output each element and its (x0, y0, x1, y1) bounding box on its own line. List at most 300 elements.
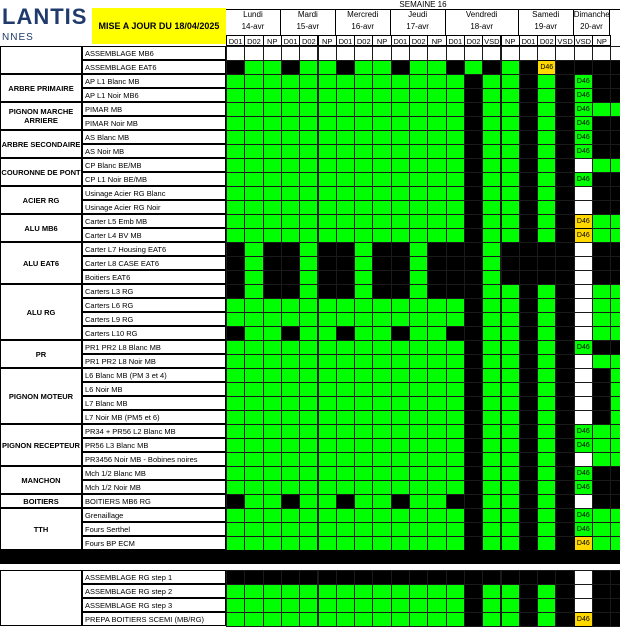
row-label: PR1 PR2 L8 Blanc MB (82, 340, 226, 354)
schedule-cell (263, 284, 282, 299)
schedule-cell (427, 424, 446, 439)
schedule-cell (281, 74, 300, 89)
schedule-cell (354, 522, 373, 537)
schedule-cell (372, 186, 391, 201)
schedule-cell (482, 102, 501, 117)
schedule-cell (446, 200, 465, 215)
schedule-cell (427, 116, 446, 131)
row-label: L7 Blanc MB (82, 396, 226, 410)
schedule-cell (501, 570, 520, 585)
schedule-cell (336, 144, 355, 159)
row-label: L7 Noir MB (PM5 et 6) (82, 410, 226, 424)
schedule-cell (555, 158, 574, 173)
schedule-cell (482, 424, 501, 439)
schedule-cell (354, 612, 373, 627)
schedule-cell (299, 242, 318, 257)
schedule-cell (354, 424, 373, 439)
shift-header: NP (372, 35, 391, 46)
schedule-cell (391, 200, 410, 215)
schedule-cell (281, 508, 300, 523)
schedule-cell (299, 88, 318, 103)
schedule-cell (336, 570, 355, 585)
schedule-cell (299, 186, 318, 201)
schedule-cell (281, 312, 300, 327)
schedule-cell (318, 74, 337, 89)
schedule-cell (372, 452, 391, 467)
schedule-cell (318, 130, 337, 145)
schedule-cell (226, 116, 245, 131)
schedule-cell (299, 522, 318, 537)
schedule-cell (592, 584, 611, 599)
schedule-cell (464, 312, 483, 327)
schedule-cell (574, 354, 593, 369)
schedule-cell (244, 570, 263, 585)
schedule-cell (464, 410, 483, 425)
schedule-cell (354, 60, 373, 75)
row-label: Mch 1/2 Noir MB (82, 480, 226, 494)
schedule-cell (299, 536, 318, 551)
schedule-cell (372, 494, 391, 509)
schedule-cell (372, 570, 391, 585)
schedule-cell (427, 186, 446, 201)
schedule-cell (391, 424, 410, 439)
schedule-cell (501, 116, 520, 131)
schedule-cell (226, 228, 245, 243)
day-date: 19-avr (534, 22, 558, 31)
schedule-cell (610, 312, 620, 327)
shift-header: D02 (537, 35, 556, 46)
schedule-cell (610, 452, 620, 467)
shift-header: NP (318, 35, 337, 46)
schedule-cell (464, 130, 483, 145)
schedule-cell (574, 452, 593, 467)
schedule-cell (281, 144, 300, 159)
day-header (519, 9, 574, 35)
schedule-cell (592, 438, 611, 453)
schedule-cell (226, 60, 245, 75)
schedule-cell (354, 340, 373, 355)
schedule-cell (427, 410, 446, 425)
schedule-cell (501, 340, 520, 355)
schedule-cell (244, 88, 263, 103)
row-label: PR34 + PR56 L2 Blanc MB (82, 424, 226, 438)
logo-subtitle: NNES (2, 32, 34, 43)
schedule-cell (226, 354, 245, 369)
schedule-cell (537, 270, 556, 285)
schedule-cell (281, 200, 300, 215)
schedule-cell (519, 88, 538, 103)
schedule-cell (501, 480, 520, 495)
schedule-cell (482, 598, 501, 613)
schedule-cell (519, 186, 538, 201)
schedule-cell (555, 312, 574, 327)
schedule-cell (391, 522, 410, 537)
day-header (336, 9, 391, 35)
schedule-cell (299, 214, 318, 229)
schedule-cell (427, 438, 446, 453)
schedule-cell: D46 (574, 508, 593, 523)
row-label: CP L1 Noir BE/MB (82, 172, 226, 186)
schedule-cell (281, 256, 300, 271)
schedule-cell (336, 508, 355, 523)
schedule-cell (318, 598, 337, 613)
schedule-cell (592, 354, 611, 369)
schedule-cell (464, 508, 483, 523)
schedule-cell (281, 570, 300, 585)
schedule-cell (318, 116, 337, 131)
schedule-cell (354, 410, 373, 425)
schedule-cell: D46 (574, 340, 593, 355)
schedule-cell (501, 88, 520, 103)
schedule-cell (427, 88, 446, 103)
schedule-cell (336, 102, 355, 117)
schedule-cell (391, 480, 410, 495)
schedule-cell (409, 354, 428, 369)
schedule-cell (537, 536, 556, 551)
schedule-cell (263, 256, 282, 271)
schedule-cell (299, 584, 318, 599)
schedule-cell (610, 74, 620, 89)
schedule-cell (446, 438, 465, 453)
row-label: PIMAR MB (82, 102, 226, 116)
schedule-cell (519, 438, 538, 453)
day-header (446, 9, 519, 35)
schedule-cell (391, 438, 410, 453)
schedule-cell (244, 312, 263, 327)
schedule-cell (372, 466, 391, 481)
schedule-cell (409, 368, 428, 383)
schedule-cell (537, 46, 556, 61)
schedule-cell (501, 466, 520, 481)
schedule-cell (336, 438, 355, 453)
schedule-cell (336, 612, 355, 627)
schedule-cell (446, 508, 465, 523)
schedule-cell (519, 410, 538, 425)
schedule-cell (427, 130, 446, 145)
schedule-cell (409, 584, 428, 599)
row-label: ASSEMBLAGE RG step 2 (82, 584, 226, 598)
schedule-cell (610, 88, 620, 103)
schedule-cell (574, 598, 593, 613)
schedule-cell (519, 158, 538, 173)
schedule-cell (409, 200, 428, 215)
row-label: ASSEMBLAGE EAT6 (82, 60, 226, 74)
schedule-cell (537, 570, 556, 585)
schedule-cell (263, 612, 282, 627)
schedule-cell (336, 480, 355, 495)
schedule-cell (537, 382, 556, 397)
schedule-cell (555, 144, 574, 159)
schedule-cell (555, 612, 574, 627)
schedule-cell (555, 598, 574, 613)
schedule-cell (372, 438, 391, 453)
logo-text: LANTIS (2, 4, 88, 29)
schedule-cell: D46 (574, 172, 593, 187)
schedule-cell (482, 612, 501, 627)
schedule-cell (610, 256, 620, 271)
schedule-cell (446, 256, 465, 271)
schedule-cell (555, 410, 574, 425)
row-label: Carter L8 CASE EAT6 (82, 256, 226, 270)
row-label: Mch 1/2 Blanc MB (82, 466, 226, 480)
schedule-cell (299, 284, 318, 299)
schedule-cell (409, 466, 428, 481)
shift-header: D02 (299, 35, 318, 46)
row-label: PIMAR Noir MB (82, 116, 226, 130)
schedule-cell (244, 612, 263, 627)
schedule-cell (391, 396, 410, 411)
schedule-cell (519, 494, 538, 509)
schedule-cell (391, 326, 410, 341)
schedule-cell (354, 284, 373, 299)
schedule-cell (610, 116, 620, 131)
schedule-cell (446, 214, 465, 229)
schedule-cell (299, 466, 318, 481)
schedule-cell (464, 536, 483, 551)
schedule-cell (464, 144, 483, 159)
schedule-cell (446, 480, 465, 495)
section-separator (0, 550, 620, 564)
schedule-cell (299, 270, 318, 285)
schedule-cell (281, 88, 300, 103)
schedule-cell (372, 116, 391, 131)
schedule-cell (409, 46, 428, 61)
schedule-cell (409, 536, 428, 551)
schedule-cell (501, 452, 520, 467)
schedule-cell (464, 46, 483, 61)
schedule-cell (537, 102, 556, 117)
schedule-cell (592, 536, 611, 551)
schedule-cell (299, 298, 318, 313)
schedule-cell (263, 508, 282, 523)
group-label: ARBRE SECONDAIRE (0, 130, 82, 158)
schedule-cell (281, 284, 300, 299)
schedule-cell (519, 424, 538, 439)
schedule-cell (482, 382, 501, 397)
shift-header: D02 (354, 35, 373, 46)
schedule-cell (519, 536, 538, 551)
schedule-cell: D46 (537, 60, 556, 75)
schedule-cell (519, 452, 538, 467)
schedule-cell (610, 424, 620, 439)
schedule-cell (555, 116, 574, 131)
schedule-cell (372, 46, 391, 61)
schedule-cell (299, 508, 318, 523)
schedule-cell (244, 200, 263, 215)
schedule-cell (299, 312, 318, 327)
schedule-cell (409, 438, 428, 453)
schedule-cell (244, 438, 263, 453)
schedule-cell (482, 410, 501, 425)
schedule-cell (555, 368, 574, 383)
schedule-cell (555, 298, 574, 313)
schedule-cell (610, 480, 620, 495)
schedule-cell (336, 270, 355, 285)
schedule-cell (318, 88, 337, 103)
schedule-cell (391, 570, 410, 585)
schedule-cell (537, 312, 556, 327)
schedule-cell (354, 116, 373, 131)
schedule-cell (263, 438, 282, 453)
row-label: CP Blanc BE/MB (82, 158, 226, 172)
schedule-cell (372, 522, 391, 537)
schedule-cell (391, 284, 410, 299)
schedule-cell (519, 396, 538, 411)
schedule-cell (446, 186, 465, 201)
schedule-cell (446, 326, 465, 341)
schedule-cell (592, 214, 611, 229)
schedule-cell (354, 242, 373, 257)
schedule-cell (464, 228, 483, 243)
shift-header: NP (501, 35, 520, 46)
schedule-cell (281, 382, 300, 397)
schedule-cell (555, 326, 574, 341)
schedule-cell (318, 340, 337, 355)
schedule-cell (446, 284, 465, 299)
schedule-cell (574, 60, 593, 75)
schedule-cell (555, 88, 574, 103)
schedule-cell (482, 340, 501, 355)
schedule-cell (409, 494, 428, 509)
schedule-cell (555, 214, 574, 229)
schedule-cell (482, 452, 501, 467)
schedule-cell (537, 466, 556, 481)
schedule-cell (391, 228, 410, 243)
schedule-cell (610, 242, 620, 257)
schedule-cell (318, 312, 337, 327)
row-label: Fours BP ECM (82, 536, 226, 550)
schedule-cell (610, 522, 620, 537)
schedule-cell (446, 46, 465, 61)
schedule-cell (336, 382, 355, 397)
schedule-cell (555, 396, 574, 411)
schedule-cell (519, 256, 538, 271)
schedule-cell (391, 452, 410, 467)
shift-header: D02 (464, 35, 483, 46)
schedule-cell (501, 494, 520, 509)
schedule-cell (263, 242, 282, 257)
schedule-cell (391, 270, 410, 285)
schedule-cell (281, 158, 300, 173)
schedule-cell (537, 158, 556, 173)
schedule-cell (372, 480, 391, 495)
schedule-cell (409, 340, 428, 355)
schedule-cell (336, 46, 355, 61)
schedule-cell (592, 452, 611, 467)
schedule-cell (427, 256, 446, 271)
row-label: ASSEMBLAGE MB6 (82, 46, 226, 60)
schedule-cell (391, 74, 410, 89)
row-label: ASSEMBLAGE RG step 1 (82, 570, 226, 584)
schedule-cell (519, 368, 538, 383)
schedule-cell (501, 584, 520, 599)
schedule-cell (537, 116, 556, 131)
row-label: PR1 PR2 L8 Noir MB (82, 354, 226, 368)
schedule-cell (226, 326, 245, 341)
schedule-cell (354, 130, 373, 145)
schedule-cell (519, 354, 538, 369)
schedule-cell (372, 214, 391, 229)
schedule-cell (281, 46, 300, 61)
schedule-cell (244, 522, 263, 537)
schedule-cell (555, 494, 574, 509)
schedule-cell (446, 570, 465, 585)
schedule-cell (610, 186, 620, 201)
schedule-cell (610, 158, 620, 173)
schedule-cell (372, 144, 391, 159)
schedule-cell (592, 466, 611, 481)
schedule-cell (501, 60, 520, 75)
shift-header: D02 (409, 35, 428, 46)
schedule-cell (610, 354, 620, 369)
schedule-cell (574, 256, 593, 271)
schedule-cell (610, 584, 620, 599)
schedule-cell (427, 228, 446, 243)
schedule-cell (244, 340, 263, 355)
schedule-cell (409, 214, 428, 229)
schedule-cell (464, 452, 483, 467)
schedule-cell (610, 102, 620, 117)
schedule-cell (299, 158, 318, 173)
schedule-cell (281, 214, 300, 229)
schedule-cell (501, 130, 520, 145)
schedule-cell (244, 256, 263, 271)
row-label: Grenaillage (82, 508, 226, 522)
schedule-cell: D46 (574, 438, 593, 453)
schedule-cell (226, 396, 245, 411)
schedule-cell (263, 116, 282, 131)
schedule-cell (336, 60, 355, 75)
schedule-cell (537, 584, 556, 599)
schedule-cell (464, 214, 483, 229)
schedule-cell (574, 584, 593, 599)
schedule-cell (263, 340, 282, 355)
schedule-cell: D46 (574, 536, 593, 551)
schedule-cell (446, 410, 465, 425)
group-label: MANCHON (0, 466, 82, 494)
schedule-cell (574, 410, 593, 425)
schedule-cell (226, 570, 245, 585)
schedule-cell (391, 116, 410, 131)
schedule-cell (501, 186, 520, 201)
day-name: Mercredi (347, 10, 379, 19)
schedule-cell (574, 298, 593, 313)
schedule-cell (244, 270, 263, 285)
schedule-cell: D46 (574, 144, 593, 159)
schedule-cell (555, 354, 574, 369)
schedule-cell (482, 186, 501, 201)
schedule-cell (318, 396, 337, 411)
schedule-cell (226, 494, 245, 509)
row-label: PR56 L3 Blanc MB (82, 438, 226, 452)
schedule-cell (592, 368, 611, 383)
schedule-cell: D46 (574, 116, 593, 131)
schedule-cell (592, 410, 611, 425)
schedule-cell (464, 612, 483, 627)
schedule-cell (555, 130, 574, 145)
schedule-cell (336, 116, 355, 131)
schedule-cell (263, 466, 282, 481)
schedule-cell (263, 536, 282, 551)
schedule-cell (574, 270, 593, 285)
schedule-cell (354, 144, 373, 159)
row-label: PR3456 Noir MB - Bobines noires (82, 452, 226, 466)
schedule-cell (263, 368, 282, 383)
schedule-cell (555, 270, 574, 285)
schedule-cell (592, 480, 611, 495)
schedule-cell (446, 130, 465, 145)
schedule-cell (555, 570, 574, 585)
